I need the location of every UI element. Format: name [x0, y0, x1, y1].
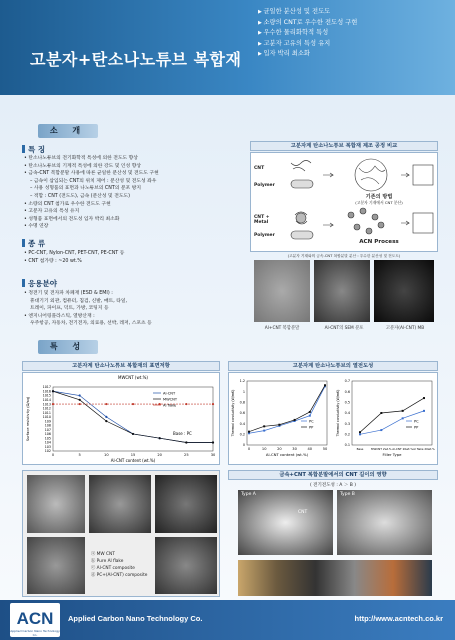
y-tick-label: 0.6: [344, 389, 350, 394]
data-point: [105, 403, 107, 405]
x-tick-label: 10: [104, 453, 109, 457]
list-item: • 탄소나노튜브의 기계적 특성에 의한 강도 및 인성 향상: [24, 163, 244, 171]
y-tick-label: 105: [44, 436, 51, 441]
data-point: [105, 420, 107, 422]
acn-process-sub: (고분자 기재와의 금속-CNT 복합분말 분산 : 우수한 분산성 및 전도도): [287, 254, 401, 258]
product-applications-photo: [238, 560, 432, 596]
y-tick-label: 108: [44, 423, 51, 428]
sem-image: [89, 475, 151, 533]
sem-legend-item: ⓓ PC+(Al-CNT) composite: [91, 573, 148, 578]
y-tick-label: 0.3: [344, 421, 350, 426]
filler-type-chart: [334, 373, 438, 464]
list-item: • 소량의 CNT 첨가로 우수한 전도도 구현: [24, 201, 244, 209]
series-line: [249, 386, 325, 433]
type-b-label: Type B: [340, 492, 355, 497]
header-feature: ▶ 고분자 고유의 특성 유지: [258, 39, 357, 50]
legend-label: PC: [414, 419, 419, 424]
list-item: – 사용 성형품의 표면과 나노튜브의 CNT의 분포 방지: [30, 186, 141, 192]
data-point: [263, 430, 265, 432]
conv-result: [413, 165, 433, 185]
y-tick-label: 1: [242, 389, 245, 394]
process-diagram: [250, 152, 438, 252]
header-feature: ▶ 우수한 물리화학적 특성: [258, 28, 357, 39]
header-feature: ▶ 입자 박리 최소화: [258, 49, 357, 60]
y-tick-label: 1014: [42, 398, 51, 402]
y-tick-label: 1016: [42, 389, 51, 394]
conventional-method: 기존의 방법: [365, 194, 393, 200]
conventional-sub: (고분자 기재에서 CNT 분산): [355, 200, 403, 205]
x-tick-label: 40: [307, 447, 313, 451]
sem-image: [155, 475, 217, 533]
sem-image: [27, 537, 85, 594]
process-polymer-label-2: Polymer: [254, 233, 275, 238]
list-item: • 엔지니어링플라스틱, 열방산재 :: [24, 313, 244, 321]
chart1-title: 고분자계 탄소나노튜브 복합재의 표면저항: [22, 361, 220, 371]
y-tick-label: 107: [44, 427, 51, 432]
x2-axis-label: MWCNT (wt.%): [118, 375, 148, 380]
chart2-title: 고분자계 탄소나노튜브의 열전도성: [228, 361, 438, 371]
photo-caption: Al+CNT 복합분말: [264, 326, 300, 331]
acn-process-label: ACN Process: [359, 239, 399, 245]
features-list: [24, 155, 244, 231]
x-tick-label: 20: [277, 447, 282, 451]
photo-caption: 고분자(Al-CNT) MB: [385, 326, 425, 331]
data-point: [52, 403, 54, 405]
x-tick-label: 0: [247, 447, 251, 451]
thermal-conductivity-chart: [229, 373, 333, 464]
features-label: 특 징: [22, 144, 45, 155]
cnt-label: CNT: [298, 510, 308, 515]
x-tick-label: Base: [356, 447, 364, 451]
logo-text: ACN: [16, 609, 54, 628]
list-item: • 탄소나노튜브의 전기화학적 특성에 의한 전도도 향상: [24, 155, 244, 163]
chart3-sub: ( 전기전도성 : A ＞ B ): [309, 483, 356, 488]
data-point: [212, 441, 214, 443]
x-axis-label: Filler Type: [382, 452, 402, 457]
x-axis-label: Al-CNT content (wt.%): [265, 452, 309, 457]
sem-image: [27, 475, 85, 533]
footer: [0, 600, 455, 640]
sem-image: [155, 537, 217, 594]
data-point: [185, 403, 187, 405]
chart3-title: 금속+CNT 복합분말에서의 CNT 길이의 영향: [228, 470, 438, 480]
x-tick-label: 50: [322, 447, 328, 451]
y-axis-label: Thermal conductivity (W/mK): [336, 389, 340, 437]
header-feature: ▶ 균일한 분산성 및 전도도: [258, 7, 357, 18]
data-point: [248, 431, 250, 433]
y-tick-label: 1011: [42, 410, 51, 415]
logo-sub: Applied Carbon Nano Technology Co.: [10, 629, 60, 637]
data-point: [294, 419, 296, 421]
y-tick-label: 1.2: [239, 379, 245, 384]
data-point: [159, 437, 161, 439]
website-link[interactable]: http://www.acntech.co.kr: [354, 614, 443, 623]
y-tick-label: 0.4: [344, 411, 350, 416]
sem-legend-item: ⓑ Pure Al flake: [91, 559, 124, 564]
y-tick-label: 106: [44, 432, 51, 437]
masterbatch-photo: [374, 260, 434, 322]
photo-caption: Al-CNT의 SEM 분포: [324, 326, 364, 331]
type-item: • CNT 첨가량 : ~20 wt.%: [24, 258, 124, 266]
x-tick-label: 15: [130, 453, 136, 457]
y-tick-label: 1017: [42, 385, 51, 390]
page-title: 고분자+탄소나노튜브 복합재: [30, 50, 242, 69]
legend-label: MWCNT: [163, 397, 178, 402]
y-tick-label: 0.6: [239, 411, 245, 416]
plot-frame: [247, 381, 327, 445]
y-tick-label: 0: [242, 443, 245, 448]
y-tick-label: 0.8: [239, 400, 245, 405]
process-title: 고분자계 탄소나노튜브 복합재 제조 공정 비교: [250, 141, 438, 151]
list-item: • 수명 연장: [24, 223, 244, 231]
list-item: • 성형품 표면에서의 전도성 입자 박리 최소화: [24, 216, 244, 224]
apps-list: [24, 290, 244, 328]
data-point: [402, 417, 404, 419]
data-point: [79, 403, 81, 405]
data-point: [402, 410, 404, 412]
process-cnt-label: CNT: [254, 166, 265, 171]
metal-particle: [296, 213, 306, 223]
arrow: [323, 173, 333, 177]
data-point: [359, 431, 361, 433]
acn-logo: [10, 603, 60, 637]
y-tick-label: 1013: [42, 402, 51, 407]
y-tick-label: 0.5: [344, 400, 350, 405]
legend-label: Al flake: [163, 403, 177, 408]
sem-legend-item: ⓐ MW CNT: [91, 552, 115, 557]
list-item: • 정전기 및 전자파 차폐재 (ESD & EMI) :: [24, 290, 244, 298]
props-heading: 특 성: [38, 340, 98, 354]
y-tick-label: 0.2: [239, 432, 245, 437]
list-item: • 고분자 고유의 특성 유지: [24, 208, 244, 216]
data-point: [79, 394, 81, 396]
data-point: [309, 411, 311, 413]
al-cnt-powder-photo: [254, 260, 310, 322]
conv-cluster: [355, 159, 387, 191]
chart-note: Base : PC: [173, 431, 192, 436]
x-tick-label: 0: [51, 453, 55, 457]
data-point: [423, 397, 425, 399]
y-axis-label: Thermal conductivity (W/mK): [231, 389, 235, 437]
legend-label: PC: [309, 419, 314, 424]
x-tick-label: 25: [184, 453, 189, 457]
y-tick-label: 1010: [42, 415, 51, 420]
chart1-box: [22, 372, 220, 465]
data-point: [359, 433, 361, 435]
y-tick-label: 0.1: [344, 443, 350, 448]
sem-legend-item: ⓒ Al-CNT composite: [91, 566, 135, 571]
y-tick-label: 102: [44, 449, 51, 454]
polymer-shape: [291, 180, 313, 188]
list-item: • 금속-CNT 복합분말 사용에 따른 균일한 분산성 및 전도도 구현: [24, 170, 244, 178]
sem-photo: [314, 260, 370, 322]
data-point: [278, 424, 280, 426]
process-polymer-label: Polymer: [254, 183, 275, 188]
data-point: [79, 399, 81, 401]
data-point: [324, 384, 326, 386]
chart2-box: [228, 372, 438, 465]
company-name: Applied Carbon Nano Technology Co.: [68, 614, 203, 623]
sem-panel: [22, 470, 220, 597]
data-point: [380, 429, 382, 431]
data-point: [105, 416, 107, 418]
x-tick-label: MWCNT 2wt.%: [371, 447, 392, 451]
list-item: 휴대기기 외관, 컴퓨터, 칩검, 신발, 매트, 타일,: [30, 298, 128, 304]
x-tick-label: 5: [78, 453, 81, 457]
type-a-tem: [238, 490, 333, 555]
data-point: [212, 403, 214, 405]
y-tick-label: 103: [44, 444, 51, 449]
x-tick-label: 30: [210, 453, 216, 457]
y-tick-label: 0.4: [239, 421, 245, 426]
type-item: • PC-CNT, Nylon-CNT, PET-CNT, PE-CNT 등: [24, 250, 124, 258]
legend-label: PP: [414, 425, 419, 430]
header-banner: [0, 0, 455, 95]
acn-particles: [348, 208, 384, 234]
data-point: [309, 415, 311, 417]
y-tick-label: 0.2: [344, 432, 350, 437]
plot-frame: [352, 381, 432, 445]
y-tick-label: 0.7: [344, 379, 350, 384]
intro-heading: 소 개: [38, 124, 98, 138]
y-tick-label: 1012: [42, 406, 51, 411]
type-a-label: Type A: [241, 492, 256, 497]
data-point: [263, 425, 265, 427]
y-tick-label: 104: [44, 440, 51, 445]
plot-frame: [53, 387, 213, 451]
apps-label: 응용분야: [22, 278, 57, 289]
sem-legend: [91, 551, 147, 579]
legend-label: Al-CNT: [163, 391, 176, 396]
x-tick-label: Al-CNT 20wt.%: [392, 447, 414, 451]
y-axis-label: Surface resistivity (Ω/sq): [26, 396, 30, 442]
cnt-strand: [291, 161, 311, 172]
list-item: 우주항공, 자동차, 전기전자, 의료용, 선박, 레저, 스포츠 등: [30, 321, 152, 327]
list-item: – 금속이 삽입되는 CNT의 위치 제어 : 분산성 및 전도성 좌우: [30, 178, 157, 184]
process-cnt-metal-label: CNT + Metal: [254, 215, 270, 225]
data-point: [52, 390, 54, 392]
data-point: [380, 412, 382, 414]
type-b-tem: [337, 490, 432, 555]
data-point: [185, 441, 187, 443]
data-point: [132, 403, 134, 405]
y-tick-label: 109: [44, 419, 51, 424]
header-feature: ▶ 소량의 CNT로 우수한 전도성 구현: [258, 18, 357, 29]
list-item: 트레이, 파이프, 덕트, 가방, 코팅지 등: [30, 306, 109, 312]
legend-label: PP: [309, 425, 314, 430]
x-tick-label: 10: [261, 447, 267, 451]
x-tick-label: 20: [157, 453, 162, 457]
types-label: 종 류: [22, 238, 45, 249]
x-tick-label: Al flake 20wt.%: [413, 447, 435, 451]
x-tick-label: 30: [292, 447, 297, 451]
list-item: – 적합 : CNT (전도도), 금속 (분산성 및 전도도): [30, 193, 130, 199]
surface-resistivity-chart: [23, 373, 219, 464]
y-tick-label: 1015: [42, 393, 51, 398]
header-feature-list: [258, 7, 357, 60]
x-axis-label: Al-CNT content (wt.%): [110, 458, 156, 463]
data-point: [423, 410, 425, 412]
types-list: [24, 250, 124, 265]
data-point: [132, 433, 134, 435]
